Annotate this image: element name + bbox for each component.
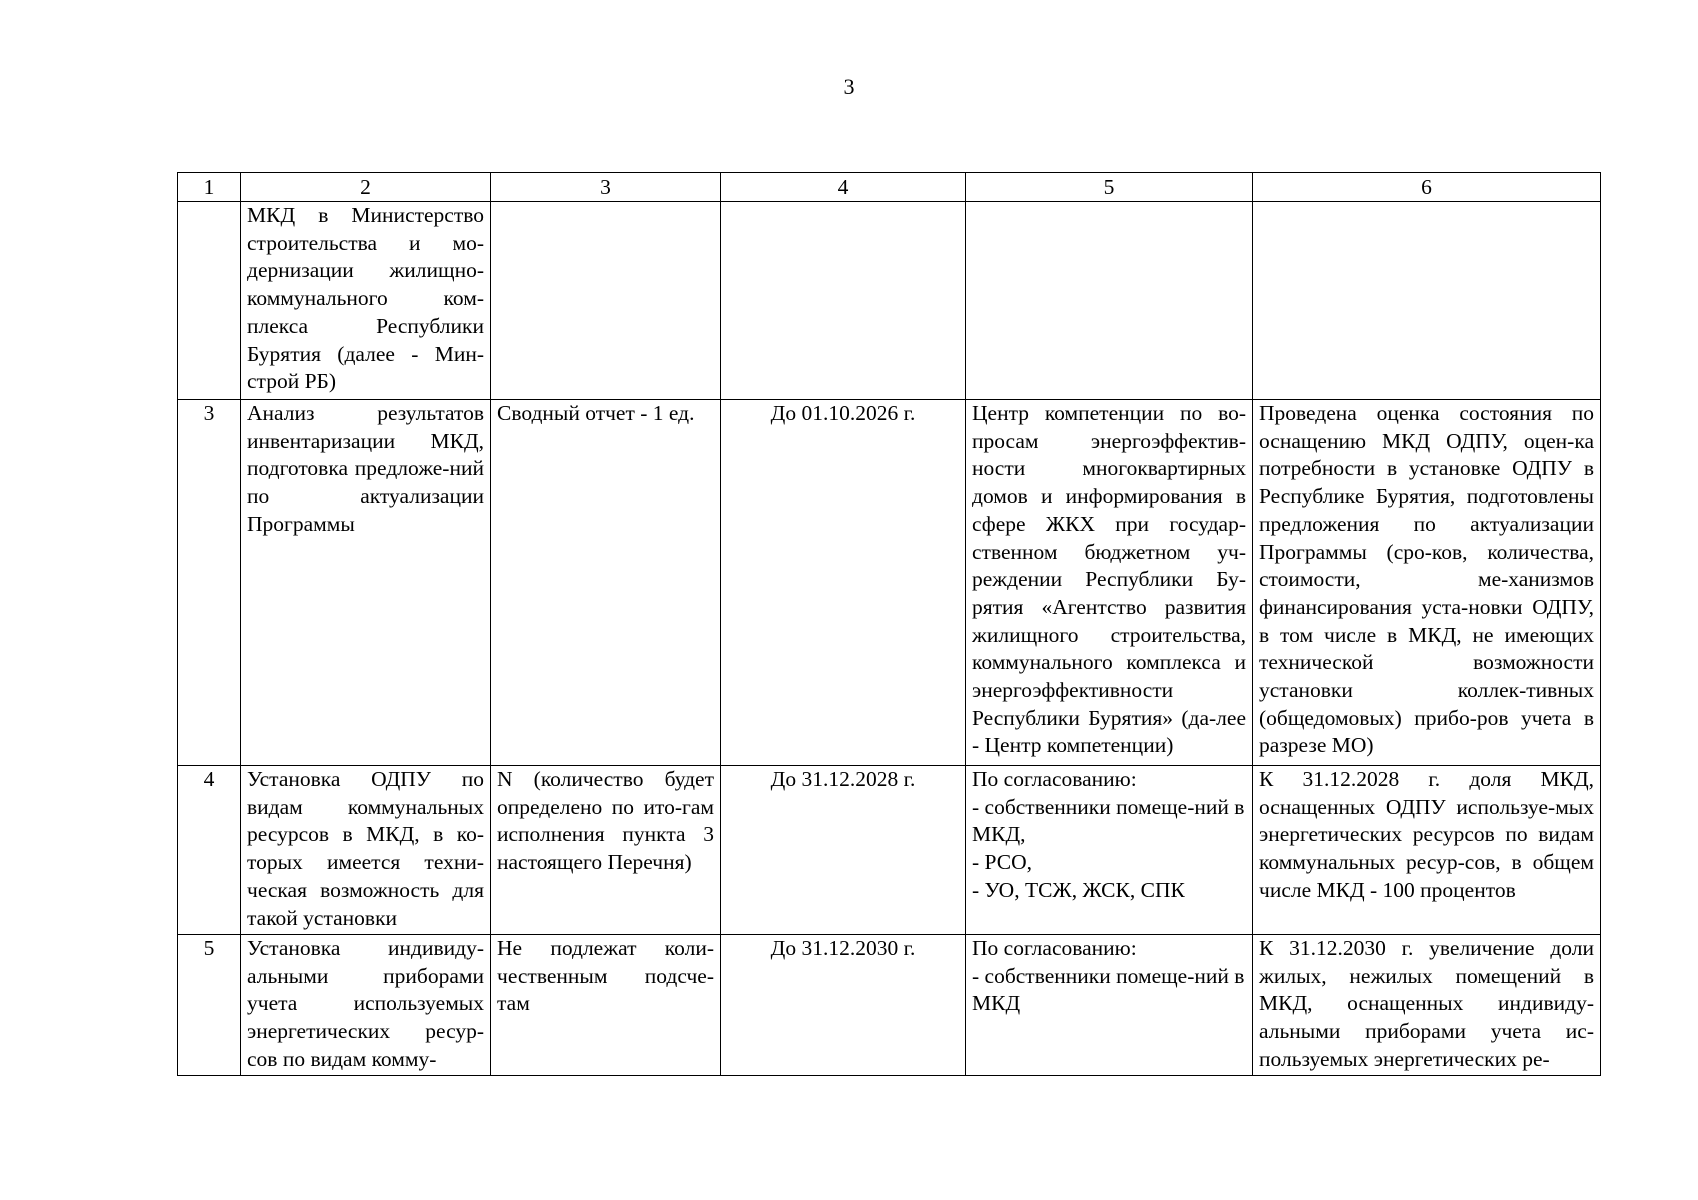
- outcome-cell: [1253, 202, 1601, 400]
- page-number: 3: [843, 74, 855, 99]
- deadline-cell: До 01.10.2026 г.: [721, 400, 966, 766]
- deadline-cell: До 31.12.2028 г.: [721, 766, 966, 935]
- column-header-4: 4: [721, 173, 966, 202]
- table-row: [178, 935, 1601, 1076]
- executor-cell: По согласованию: - собственники помеще-ний в МКД, - РСО, - УО, ТСЖ, ЖСК, СПК: [966, 766, 1253, 935]
- result-count-cell: Сводный отчет - 1 ед.: [491, 400, 721, 766]
- measures-table: [177, 172, 1601, 1076]
- row-number-cell: 4: [178, 766, 241, 935]
- result-count-cell: N (количество будет определено по ито-гам исполнения пункта 3 настоящего Перечня): [491, 766, 721, 935]
- executor-cell: По согласованию: - собственники помеще-ний в МКД: [966, 935, 1253, 1076]
- table-row: [178, 202, 1601, 400]
- outcome-cell: К 31.12.2028 г. доля МКД, оснащенных ОДПУ используе-мых энергетических ресурсов по видам коммунальных ресур-сов, в общем числе МКД - 100 процентов: [1253, 766, 1601, 935]
- column-header-2: 2: [241, 173, 491, 202]
- table-row: [178, 766, 1601, 935]
- column-header-3: 3: [491, 173, 721, 202]
- column-header-6: 6: [1253, 173, 1601, 202]
- table-row: [178, 400, 1601, 766]
- column-header-5: 5: [966, 173, 1253, 202]
- row-number-cell: 5: [178, 935, 241, 1076]
- executor-cell: Центр компетенции по во-просам энергоэффектив-ности многоквартирных домов и информирования в сфере ЖКХ при государ-ственном бюджетном уч-реждении Республики Бу-рятия «Агентство развития жилищного строительства, коммунального комплекса и энергоэффективности Республики Бурятия» (да-лее - Центр компетенции): [966, 400, 1253, 766]
- table-header-row: [178, 173, 1601, 202]
- result-count-cell: Не подлежат коли-чественным подсче-там: [491, 935, 721, 1076]
- outcome-cell: К 31.12.2030 г. увеличение доли жилых, нежилых помещений в МКД, оснащенных индивиду-альными приборами учета ис-пользуемых энергетических ре-: [1253, 935, 1601, 1076]
- action-cell: МКД в Министерство строительства и мо-дернизации жилищно-коммунального ком-плекса Республики Бурятия (далее - Мин-строй РБ): [241, 202, 491, 400]
- action-cell: Установка индивиду-альными приборами учета используемых энергетических ресур-сов по видам комму-: [241, 935, 491, 1076]
- row-number-cell: [178, 202, 241, 400]
- column-header-1: 1: [178, 173, 241, 202]
- action-cell: Анализ результатов инвентаризации МКД, подготовка предложе-ний по актуализации Программы: [241, 400, 491, 766]
- executor-cell: [966, 202, 1253, 400]
- outcome-cell: Проведена оценка состояния по оснащению МКД ОДПУ, оцен-ка потребности в установке ОДПУ в Республике Бурятия, подготовлены предложения по актуализации Программы (сро-ков, количества, стоимости, ме-ханизмов финансирования уста-новки ОДПУ, в том числе в МКД, не имеющих технической возможности установки коллек-тивных (общедомовых) прибо-ров учета в разрезе МО): [1253, 400, 1601, 766]
- result-count-cell: [491, 202, 721, 400]
- deadline-cell: До 31.12.2030 г.: [721, 935, 966, 1076]
- deadline-cell: [721, 202, 966, 400]
- action-cell: Установка ОДПУ по видам коммунальных ресурсов в МКД, в ко-торых имеется техни-ческая возможность для такой установки: [241, 766, 491, 935]
- row-number-cell: 3: [178, 400, 241, 766]
